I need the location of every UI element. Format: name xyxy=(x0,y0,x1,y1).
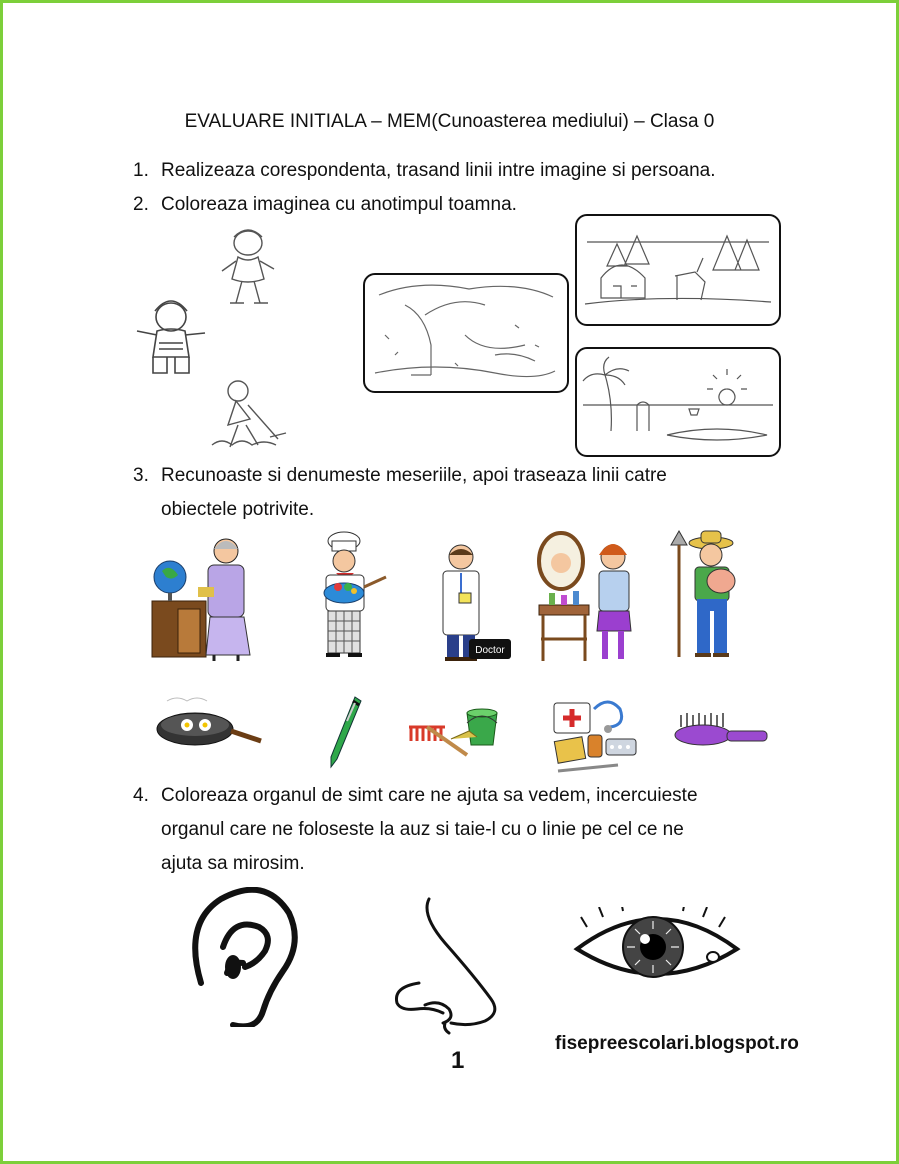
question-number: 3. xyxy=(133,465,149,486)
question-text: Realizeaza corespondenta, trasand linii intre imagine si persoana. xyxy=(161,160,716,181)
cook-icon[interactable] xyxy=(308,531,398,663)
teacher-icon[interactable] xyxy=(148,531,253,663)
winter-scene-icon xyxy=(577,216,779,324)
child-summer-icon xyxy=(208,225,288,307)
child-winter-icon xyxy=(131,295,213,383)
website-url: fisepreescolari.blogspot.ro xyxy=(555,1033,799,1054)
child-raking-leaves-icon xyxy=(208,375,294,453)
question-text: obiectele potrivite. xyxy=(161,499,315,520)
question-text: ajuta sa mirosim. xyxy=(161,853,305,874)
hairdresser-icon[interactable] xyxy=(533,531,638,665)
doctor-case-label: Doctor xyxy=(475,645,505,656)
autumn-scene-frame[interactable] xyxy=(363,273,569,393)
rake-and-bucket-icon[interactable] xyxy=(401,703,509,771)
summer-beach-scene-icon xyxy=(577,349,779,455)
doctor-icon[interactable] xyxy=(423,543,515,665)
ear-icon[interactable] xyxy=(183,887,303,1027)
medical-kit-icon[interactable] xyxy=(548,695,642,779)
nose-icon[interactable] xyxy=(389,895,509,1039)
page-title: EVALUARE INITIALA – MEM(Cunoasterea mediului) – Clasa 0 xyxy=(184,111,715,132)
question-text: Coloreaza imaginea cu anotimpul toamna. xyxy=(161,194,517,215)
question-number: 1. xyxy=(133,160,149,181)
winter-scene-frame[interactable] xyxy=(575,214,781,326)
question-text: Recunoaste si denumeste meseriile, apoi traseaza linii catre xyxy=(161,465,667,486)
autumn-scene-icon xyxy=(365,275,567,391)
frying-pan-icon[interactable] xyxy=(153,691,265,757)
farmer-icon[interactable] xyxy=(663,523,753,663)
pen-icon[interactable] xyxy=(325,693,365,771)
question-1 xyxy=(3,154,896,188)
hairbrush-icon[interactable] xyxy=(671,709,771,755)
question-text: organul care ne foloseste la auz si taie-l cu o linie pe cel ce ne xyxy=(161,819,684,840)
page-number: 1 xyxy=(451,1047,465,1074)
summer-scene-frame[interactable] xyxy=(575,347,781,457)
question-number: 4. xyxy=(133,785,149,806)
eye-icon[interactable] xyxy=(573,907,741,991)
question-text: Coloreaza organul de simt care ne ajuta sa vedem, incercuieste xyxy=(161,785,698,806)
question-3 xyxy=(3,459,896,527)
question-4 xyxy=(3,779,896,881)
question-number: 2. xyxy=(133,194,149,215)
